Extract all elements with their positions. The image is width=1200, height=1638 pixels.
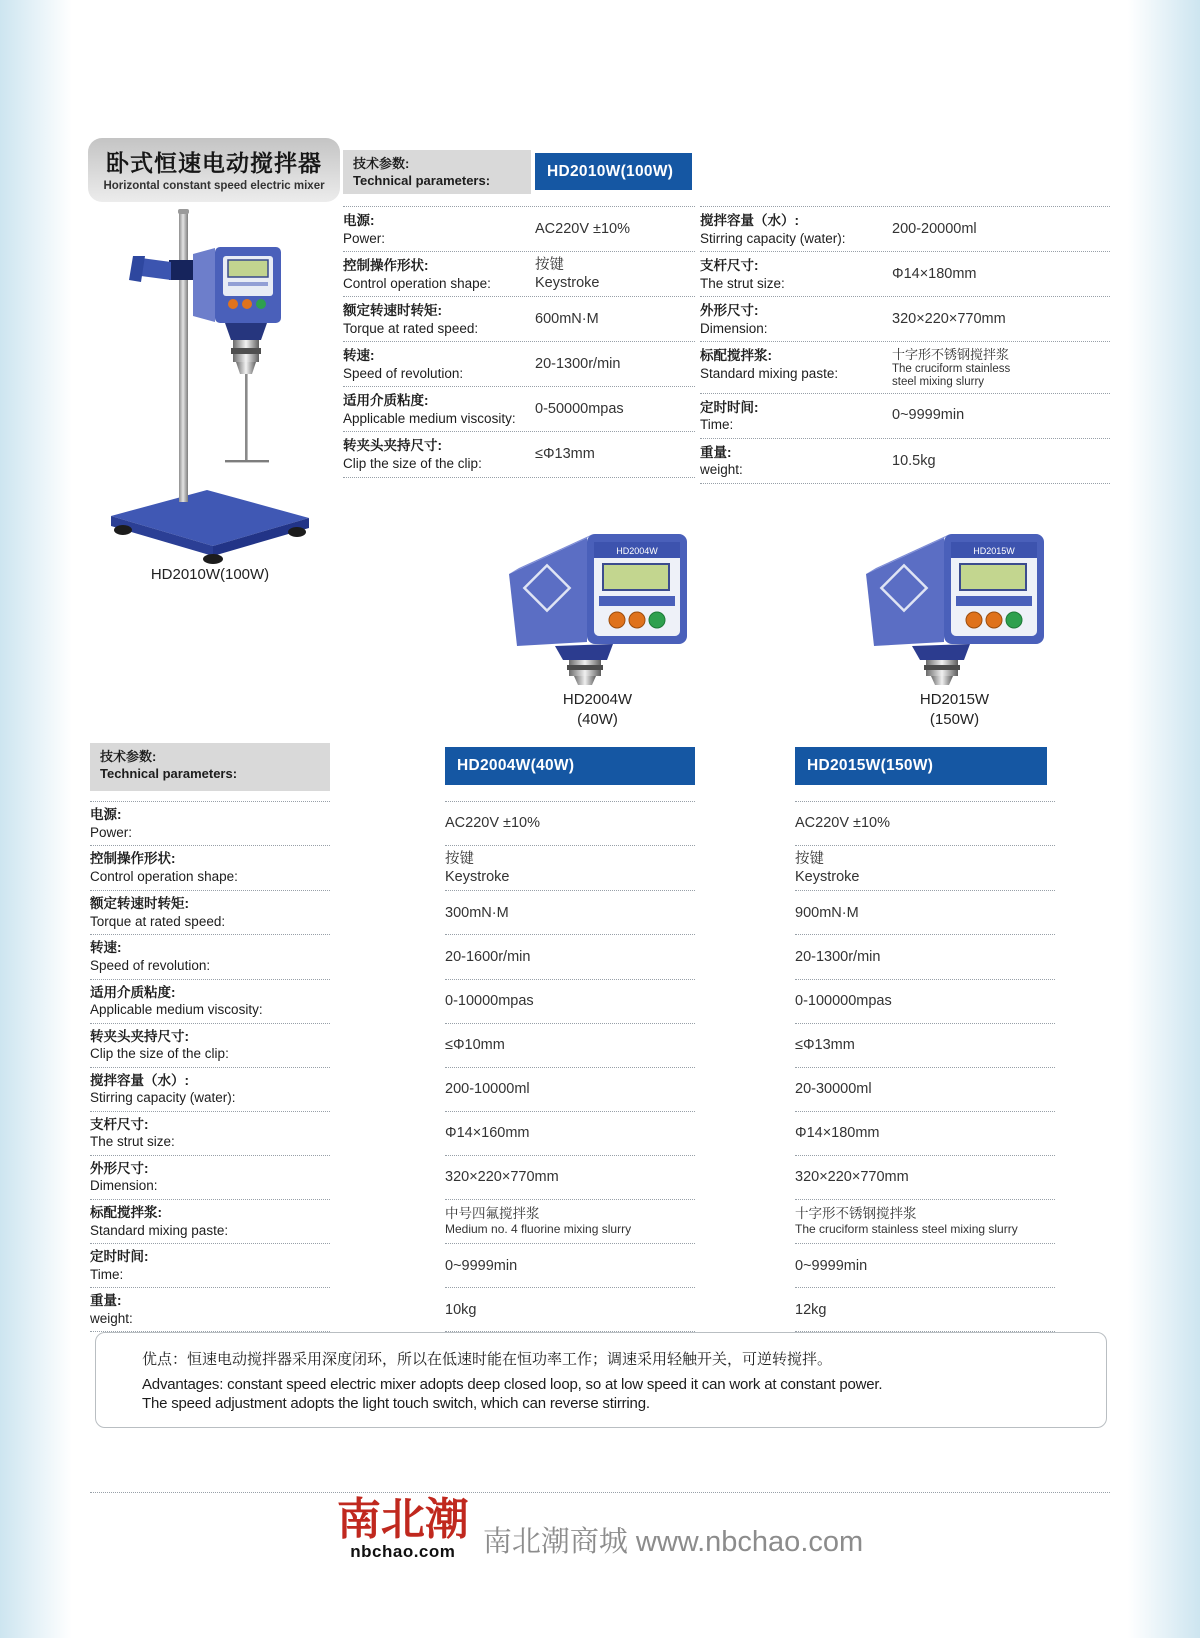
bottom-table-header [90,743,1105,801]
top-table-header [343,150,692,194]
table-row: 额定转速时转矩: Torque at rated speed: 300mN·M 900mN·M [90,891,1105,935]
top-spec-table [343,206,1110,484]
table-row: 定时时间: Time: 0~9999min [700,394,1110,439]
top-table-right-column [700,206,1110,484]
table-row: 外形尺寸: Dimension: 320×220×770mm 320×220×770mm [90,1156,1105,1200]
product-image-hd2015w [852,522,1057,687]
table-row: 转速: Speed of revolution: 20-1600r/min 20-1300r/min [90,935,1105,979]
table-row: 转夹头夹持尺寸: Clip the size of the clip: ≤Φ10mm ≤Φ13mm [90,1024,1105,1068]
table-row: 支杆尺寸: The strut size: Φ14×180mm [700,252,1110,297]
support-pole [179,212,188,502]
tech-params-cn: 技术参数: [353,156,410,171]
table-row: 额定转速时转矩: Torque at rated speed: 600mN·M [343,297,695,342]
lcd-screen [603,564,669,590]
advantages-box [95,1332,1107,1428]
table-row: 转速: Speed of revolution: 20-1300r/min [343,342,695,387]
control-button [629,612,645,628]
table-row: 控制操作形状: Control operation shape: 按键 Keystroke [343,252,695,297]
mixer-head-illustration [852,522,1057,687]
nbchao-logo-domain: nbchao.com [350,1542,456,1561]
table-row: 转夹头夹持尺寸: Clip the size of the clip: ≤Φ13mm [343,432,695,477]
table-row: 电源: Power: AC220V ±10% AC220V ±10% [90,801,1105,846]
power-button [256,299,266,309]
bottom-spec-table [90,743,1105,1332]
footer-divider [90,1492,1110,1493]
tech-params-cn: 技术参数: [100,749,157,764]
footer-site-link[interactable]: 南北潮商城 www.nbchao.com [482,1526,864,1558]
caption-hd2010w: HD2010W(100W) [150,566,270,583]
advantages-text-en-line1: Advantages: constant speed electric mixer adopts deep closed loop, so at low speed it can work at constant power. [142,1376,883,1393]
caption-hd2004w: HD2004W (40W) [562,691,633,728]
table-row: 标配搅拌浆: Standard mixing paste: 中号四氟搅拌浆 Medium no. 4 fluorine mixing slurry 十字形不锈钢搅拌浆 The cruciform stainless steel mixing slurry [90,1200,1105,1244]
advantages-text-en-line2: The speed adjustment adopts the light touch switch, which can reverse stirring. [142,1394,650,1412]
stand-mixer-illustration [95,198,325,568]
footer [0,1495,1200,1562]
table-row: 适用介质粘度: Applicable medium viscosity: 0-10000mpas 0-100000mpas [90,980,1105,1024]
model-badge-hd2004w: HD2004W(40W) [445,747,695,785]
table-row: 重量: weight: 10kg 12kg [90,1288,1105,1332]
model-badge-hd2015w: HD2015W(150W) [795,747,1047,785]
table-row: 适用介质粘度: Applicable medium viscosity: 0-50000mpas [343,387,695,432]
nbchao-logo [336,1495,469,1562]
mixer-head-illustration [495,522,700,687]
advantages-text-cn: 优点：恒速电动搅拌器采用深度闭环，所以在低速时能在恒功率工作；调速采用轻触开关，可逆转搅拌。 [142,1351,833,1368]
control-button [228,299,238,309]
device-model-label: HD2015W [973,546,1015,556]
table-row: 定时时间: Time: 0~9999min 0~9999min [90,1244,1105,1288]
tech-params-label [90,743,330,791]
table-row: 标配搅拌浆: Standard mixing paste: 十字形不锈钢搅拌浆 The cruciform stainless steel mixing slurry [700,342,1110,393]
control-button [986,612,1002,628]
control-button [609,612,625,628]
product-image-hd2004w [495,522,700,687]
lcd-screen [228,260,268,277]
power-button [649,612,665,628]
control-button [966,612,982,628]
base-plate [111,490,309,546]
tech-params-en: Technical parameters: [353,172,491,188]
product-image-hd2010w [95,198,325,568]
lcd-screen [960,564,1026,590]
power-button [1006,612,1022,628]
clamp-knob [129,256,145,282]
page-title-cn: 卧式恒速电动搅拌器 [106,150,322,176]
control-button [242,299,252,309]
stir-shaft [245,374,248,462]
table-row: 控制操作形状: Control operation shape: 按键 Keystroke 按键 Keystroke [90,846,1105,891]
caption-hd2015w: HD2015W (150W) [919,691,990,728]
table-row: 支杆尺寸: The strut size: Φ14×160mm Φ14×180mm [90,1112,1105,1156]
nbchao-logo-cn: 南北潮 [336,1495,469,1544]
page-title [88,138,340,202]
table-row: 重量: weight: 10.5kg [700,439,1110,484]
table-row: 搅拌容量（水）: Stirring capacity (water): 200-20000ml [700,206,1110,252]
table-row: 电源: Power: AC220V ±10% [343,206,695,252]
top-table-left-column [343,206,695,484]
tech-params-label [343,150,531,194]
tech-params-en: Technical parameters: [100,765,238,781]
page-title-en: Horizontal constant speed electric mixer [103,180,325,192]
table-row: 外形尺寸: Dimension: 320×220×770mm [700,297,1110,342]
model-badge-hd2010w: HD2010W(100W) [535,153,692,190]
table-row: 搅拌容量（水）: Stirring capacity (water): 200-10000ml 20-30000ml [90,1068,1105,1112]
device-model-label: HD2004W [616,546,658,556]
propeller [225,460,269,462]
